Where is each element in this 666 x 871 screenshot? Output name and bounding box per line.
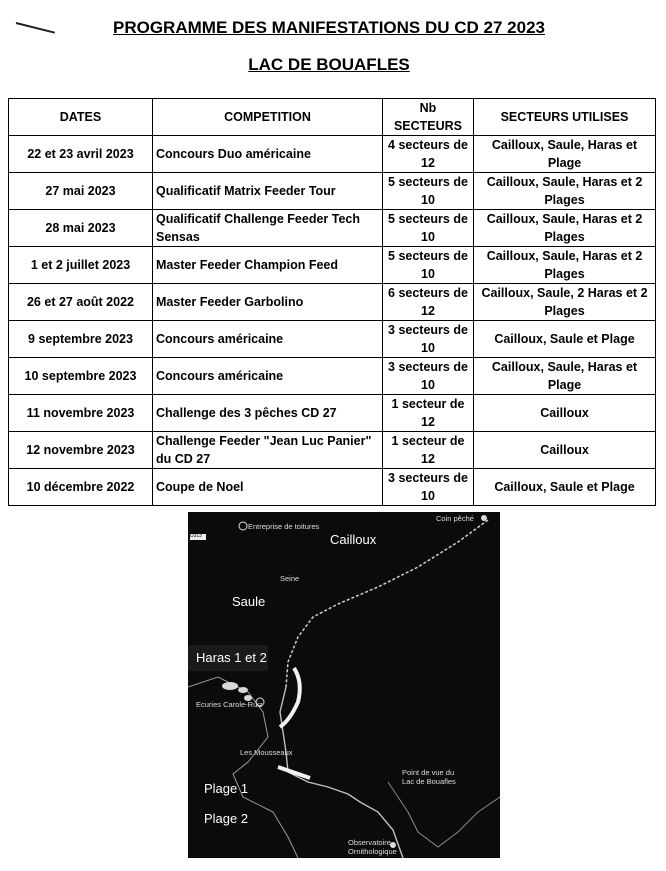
row-competition: Qualificatif Matrix Feeder Tour <box>153 173 383 210</box>
table-row <box>9 210 656 247</box>
map-place-ecuries: Ecuries Carole-Ruiz <box>196 700 263 709</box>
row-date: 10 décembre 2022 <box>9 469 153 506</box>
row-date: 28 mai 2023 <box>9 210 153 247</box>
row-secteurs-utilises: Cailloux, Saule, Haras et Plage <box>474 136 656 173</box>
row-secteurs-utilises: Cailloux <box>474 432 656 469</box>
program-table <box>8 98 656 506</box>
table-row <box>9 358 656 395</box>
row-secteurs-utilises: Cailloux, Saule, Haras et 2 Plages <box>474 173 656 210</box>
row-secteurs-utilises: Cailloux, Saule, 2 Haras et 2 Plages <box>474 284 656 321</box>
row-competition: Concours américaine <box>153 321 383 358</box>
table-row <box>9 173 656 210</box>
row-competition: Master Feeder Champion Feed <box>153 247 383 284</box>
header-dates: DATES <box>9 99 153 136</box>
row-nb-secteurs: 6 secteurs de 12 <box>383 284 474 321</box>
lake-map <box>188 512 500 858</box>
map-label-saule: Saule <box>232 594 266 609</box>
row-secteurs-utilises: Cailloux, Saule, Haras et 2 Plages <box>474 210 656 247</box>
header-nb-secteurs: Nb SECTEURS <box>383 99 474 136</box>
row-secteurs-utilises: Cailloux <box>474 395 656 432</box>
map-place-mousseaux: Les Mousseaux <box>240 748 293 757</box>
row-date: 11 novembre 2023 <box>9 395 153 432</box>
row-secteurs-utilises: Cailloux, Saule et Plage <box>474 469 656 506</box>
row-nb-secteurs: 3 secteurs de 10 <box>383 321 474 358</box>
table-row <box>9 432 656 469</box>
row-secteurs-utilises: Cailloux, Saule et Plage <box>474 321 656 358</box>
header-competition: COMPETITION <box>153 99 383 136</box>
row-competition: Coupe de Noel <box>153 469 383 506</box>
row-secteurs-utilises: Cailloux, Saule, Haras et 2 Plages <box>474 247 656 284</box>
row-nb-secteurs: 3 secteurs de 10 <box>383 358 474 395</box>
row-nb-secteurs: 1 secteur de 12 <box>383 395 474 432</box>
row-date: 26 et 27 août 2022 <box>9 284 153 321</box>
row-competition: Concours Duo américaine <box>153 136 383 173</box>
row-competition: Concours américaine <box>153 358 383 395</box>
map-label-plage2: Plage 2 <box>204 811 249 826</box>
row-competition: Qualificatif Challenge Feeder Tech Sensas <box>153 210 383 247</box>
row-competition: Master Feeder Garbolino <box>153 284 383 321</box>
map-place-observatoire: Observatoire Ornithologique <box>348 838 397 856</box>
table-row <box>9 284 656 321</box>
map-river-label: Seine <box>280 574 300 583</box>
row-date: 27 mai 2023 <box>9 173 153 210</box>
row-competition: Challenge des 3 pêches CD 27 <box>153 395 383 432</box>
table-row <box>9 321 656 358</box>
row-date: 9 septembre 2023 <box>9 321 153 358</box>
row-date: 10 septembre 2023 <box>9 358 153 395</box>
table-row <box>9 247 656 284</box>
row-date: 12 novembre 2023 <box>9 432 153 469</box>
row-nb-secteurs: 1 secteur de 12 <box>383 432 474 469</box>
map-place-entreprise: Entreprise de toitures <box>248 522 320 531</box>
page-subtitle: LAC DE BOUAFLES <box>248 55 410 74</box>
row-date: 1 et 2 juillet 2023 <box>9 247 153 284</box>
row-secteurs-utilises: Cailloux, Saule, Haras et Plage <box>474 358 656 395</box>
header-secteurs-utilises: SECTEURS UTILISES <box>474 99 656 136</box>
map-road-label: D313 <box>190 533 202 539</box>
row-nb-secteurs: 4 secteurs de 12 <box>383 136 474 173</box>
map-drawing <box>188 512 500 858</box>
map-label-cailloux: Cailloux <box>330 532 377 547</box>
row-competition: Challenge Feeder "Jean Luc Panier" du CD 27 <box>153 432 383 469</box>
map-label-haras: Haras 1 et 2 <box>196 650 267 665</box>
row-nb-secteurs: 5 secteurs de 10 <box>383 247 474 284</box>
table-header-row <box>9 99 656 136</box>
table-row <box>9 469 656 506</box>
table-row <box>9 395 656 432</box>
map-place-point-de-vue: Point de vue du Lac de Bouafles <box>402 768 456 786</box>
row-nb-secteurs: 5 secteurs de 10 <box>383 210 474 247</box>
map-place-coin-peche: Coin pêché <box>436 514 474 523</box>
row-nb-secteurs: 3 secteurs de 10 <box>383 469 474 506</box>
row-date: 22 et 23 avril 2023 <box>9 136 153 173</box>
map-label-plage1: Plage 1 <box>204 781 249 796</box>
page-title: PROGRAMME DES MANIFESTATIONS DU CD 27 2023 <box>113 18 545 37</box>
table-row <box>9 136 656 173</box>
row-nb-secteurs: 5 secteurs de 10 <box>383 173 474 210</box>
